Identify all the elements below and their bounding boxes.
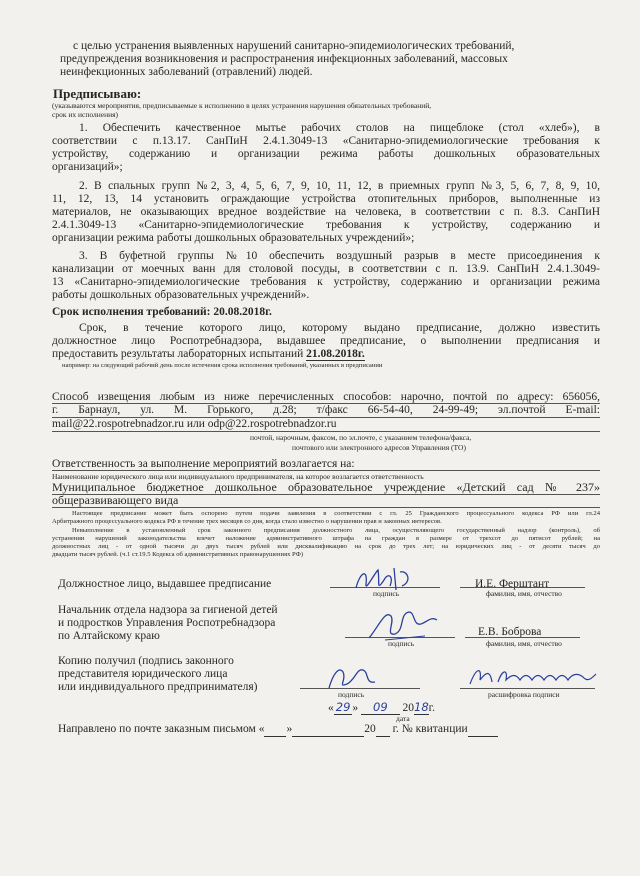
item-line: соответствии с п.13.17. СанПиН 2.4.1.3049-13 «Санитарно-эпидемиологические требования к bbox=[52, 135, 600, 147]
copy-label: представителя юридического лица bbox=[58, 668, 228, 680]
legal-line: Настоящее предписание может быть оспорено путем подачи заявления в соответствии с гл. 25 Гражданского процессуального кодекса РФ или гл.24 bbox=[72, 510, 600, 517]
copy-name-caption: расшифровка подписи bbox=[488, 690, 560, 699]
mail-month-blank bbox=[292, 723, 364, 737]
copy-label: или индивидуального предпринимателя) bbox=[58, 681, 258, 693]
signature-mark bbox=[325, 660, 385, 694]
deadline bbox=[52, 306, 272, 318]
date-year-suffix: 20 bbox=[402, 702, 415, 714]
official-label: Должностное лицо, выдавшее предписание bbox=[58, 578, 272, 590]
notify-line: г. Барнаул, ул. М. Горького, д.28; т/факс 66-54-40, 24-99-49; эл.почтой E-mail: bbox=[52, 404, 600, 416]
heading-note: (указываются мероприятия, предписываемые к исполнению в целях устранения нарушения обязательных требований, bbox=[52, 101, 432, 110]
intro-line: с целью устранения выявленных нарушений санитарно-эпидемиологических требований, bbox=[73, 40, 515, 52]
name-line bbox=[465, 637, 580, 638]
intro-line: неинфекционных заболеваний (отравлений) людей. bbox=[60, 66, 313, 78]
underline bbox=[52, 470, 600, 471]
heading-note: срок их исполнения) bbox=[52, 110, 119, 119]
item-line: 1. Обеспечить качественное мытье рабочих столов на пищеблоке (стол «хлеб»), в bbox=[79, 122, 600, 134]
copy-label: Копию получил (подпись законного bbox=[58, 655, 234, 667]
item-line: 2.4.1.3049-13 «Санитарно-эпидемиологические требования к устройству, содержанию и bbox=[52, 219, 600, 231]
date-caption: дата bbox=[396, 714, 410, 723]
copy-sign-caption: подпись bbox=[338, 690, 365, 699]
report-line bbox=[52, 348, 365, 361]
official-name: И.Е. Ферштант bbox=[475, 578, 550, 590]
report-line: Срок, в течение которого лицо, которому выдано предписание, должно известить bbox=[79, 322, 600, 334]
resp-label: Ответственность за выполнение мероприятий возлагается на: bbox=[52, 458, 355, 470]
chief-label: по Алтайскому краю bbox=[58, 630, 160, 642]
legal-line: должностных лиц - от одной тысячи до двух тысяч рублей или дисквалификацию на срок до трех лет; на юридических лиц - от десяти тысяч до bbox=[52, 543, 600, 550]
legal-line: Невыполнение в установленный срок законного предписания должностного лица, осуществляющего государственный надзор (контроль), об bbox=[72, 527, 600, 534]
item-line: устройству, содержанию и организации режима работы дошкольных образовательных bbox=[52, 148, 600, 160]
report-line: должностное лицо Роспотребнадзора, выдавшее предписание, о выполнении предписания и bbox=[52, 335, 600, 347]
date-day: 29 bbox=[335, 700, 351, 714]
report-note: например: на следующий рабочий день после истечения срока исполнения требований, указанных в предписании bbox=[62, 362, 383, 369]
underline bbox=[52, 403, 600, 404]
date-year: 18 bbox=[414, 700, 429, 714]
underline bbox=[52, 417, 600, 418]
mail-year-blank bbox=[376, 723, 390, 737]
intro-line: предупреждения возникновения и распространения инфекционных заболеваний, массовых bbox=[60, 53, 508, 65]
notify-line: Способ извещения любым из ниже перечисленных способов: нарочно, почтой по адресу: 656056, bbox=[52, 391, 600, 403]
deadline-value: 20.08.2018г. bbox=[213, 306, 272, 318]
mail-receipt-blank bbox=[468, 723, 498, 737]
underline bbox=[52, 494, 600, 495]
underline bbox=[52, 507, 600, 508]
chief-label: и подростков Управления Роспотребнадзора bbox=[58, 617, 276, 629]
report-date: 21.08.2018г. bbox=[306, 348, 365, 360]
name-line bbox=[460, 688, 595, 689]
resp-org: общеразвивающего вида bbox=[52, 493, 179, 507]
resp-org: Муниципальное бюджетное дошкольное образовательное учреждение «Детский сад № 237» bbox=[52, 480, 600, 494]
notify-line: mail@22.rospotrebnadzor.ru или odp@22.rospotrebnadzor.ru bbox=[52, 418, 337, 430]
underline bbox=[52, 431, 600, 432]
item-line: 2. В спальных групп №2, 3, 4, 5, 6, 7, 9, 10, 11, 12, в приемных групп №3, 5, 6, 7, 8, 9, 10, bbox=[79, 180, 600, 192]
report-text: предоставить результаты лабораторных испытаний bbox=[52, 348, 307, 360]
date-suffix: г. bbox=[428, 702, 435, 714]
name-caption: фамилия, имя, отчество bbox=[486, 589, 562, 598]
name-caption: фамилия, имя, отчество bbox=[486, 639, 562, 648]
signature-mark bbox=[468, 664, 598, 688]
notify-note: почтой, нарочным, факсом, по эл.почте, с указанием телефона/факса, bbox=[250, 433, 472, 442]
mail-day-blank bbox=[264, 723, 286, 737]
signature-mark bbox=[350, 562, 420, 598]
mail-line bbox=[58, 723, 498, 737]
heading: Предписываю: bbox=[53, 86, 142, 101]
legal-line: двадцати тысяч рублей. (ч.1 ст.19.5 Кодекса об административных правонарушениях РФ) bbox=[52, 551, 304, 558]
chief-name: Е.В. Боброва bbox=[478, 626, 542, 638]
chief-label: Начальник отдела надзора за гигиеной детей bbox=[58, 604, 278, 616]
item-line: 3. В буфетной группы №10 обеспечить воздушный разрыв в месте присоединения к bbox=[79, 250, 600, 262]
name-line bbox=[460, 587, 585, 588]
sign-caption: подпись bbox=[388, 639, 415, 648]
signature-mark bbox=[365, 606, 445, 646]
item-line: материалов, не оказывающих вредное воздействие на человека, в соответствии с п. 8.3. СанПиН bbox=[52, 206, 600, 218]
date-month: 09 bbox=[361, 700, 400, 715]
resp-note: Наименование юридического лица или индивидуального предпринимателя, на которое возлагается ответственность bbox=[52, 472, 424, 481]
item-line: 11, 12, 13, 14 установить ограждающие устройства отопительных приборов, выполненные из bbox=[52, 193, 600, 205]
mail-text: » bbox=[286, 723, 293, 735]
mail-text: 20 bbox=[364, 723, 376, 735]
legal-line: устранении нарушений законодательства влечет наложение административного штрафа на граждан в размере от трехсот до пятисот рублей; на bbox=[52, 535, 600, 542]
date-row: « 29 » 09 2018г. bbox=[328, 700, 435, 714]
item-line: 13 «Санитарно-эпидемиологические требования к устройству, содержанию и организации режима bbox=[52, 276, 600, 288]
item-line: работы дошкольных образовательных учреждений». bbox=[52, 289, 310, 301]
sign-caption: подпись bbox=[373, 589, 400, 598]
mail-text: г. № квитанции bbox=[389, 723, 468, 735]
item-line: организаций»; bbox=[52, 161, 123, 173]
item-line: организации режима работы дошкольных образовательных учреждений»; bbox=[52, 232, 415, 244]
item-line: канализации от моечных ванн для столовой посуды, в соответствии с п. 13.9. СанПиН 2.4.1.3049- bbox=[52, 263, 600, 275]
notify-note: почтового или электронного адресов Управления (ТО) bbox=[292, 443, 466, 452]
mail-text: Направлено по почте заказным письмом « bbox=[58, 723, 265, 735]
legal-line: Арбитражного процессуального кодекса РФ в течение трех месяцев со дня, когда стало известно о нарушении прав и законных интересов. bbox=[52, 518, 442, 525]
deadline-label: Срок исполнения требований: bbox=[52, 306, 211, 318]
